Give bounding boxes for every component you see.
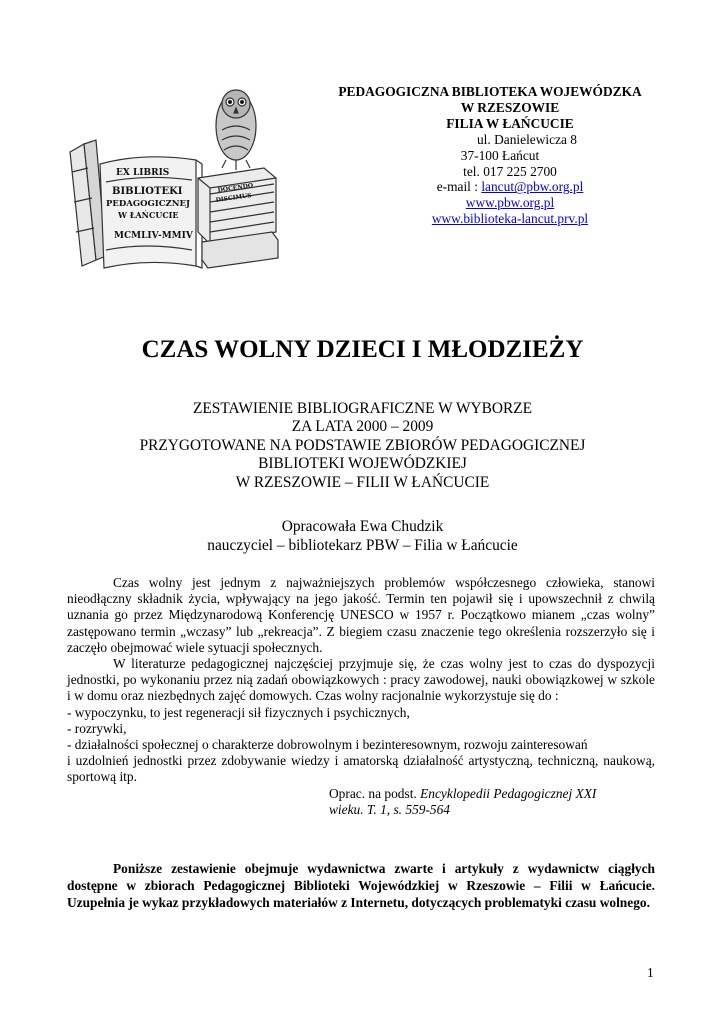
email-link[interactable]: lancut@pbw.org.pl <box>481 179 584 195</box>
author-block <box>0 518 725 555</box>
paragraph-2: W literaturze pedagogicznej najczęściej przyjmuje się, że czas wolny jest to czas do dyspozycji jednostki, po wykonaniu przez nią zadań obowiązkowych : pracy zawodowej, nauki obowiązkowej w szkole i w domu oraz niezbędnych zajęć domowych. Czas wolny racjonalnie wykorzystuje się do : <box>67 656 655 704</box>
website-link-1[interactable]: www.pbw.org.pl <box>465 195 555 211</box>
email-line <box>300 179 680 195</box>
subtitle-line: ZESTAWIENIE BIBLIOGRAFICZNE W WYBORZE <box>192 400 533 417</box>
logo-line3-text: W ŁAŃCUCIE <box>118 210 179 220</box>
institution-branch: FILIA W ŁAŃCUCIE <box>446 115 574 131</box>
citation <box>67 786 655 802</box>
author-role: nauczyciel – bibliotekarz PBW – Filia w Łańcucie <box>207 536 518 554</box>
address-postal: 37-100 Łańcut <box>460 147 540 163</box>
citation-continued <box>67 802 655 818</box>
email-label: e-mail : <box>436 179 482 195</box>
website-line-2 <box>300 211 680 227</box>
subtitle-line: ZA LATA 2000 – 2009 <box>291 418 434 436</box>
list-item: - wypoczynku, to jest regeneracji sił fizycznych i psychicznych, <box>67 704 410 720</box>
address-street: ul. Danielewicza 8 <box>476 131 577 147</box>
citation-title-2: wieku. T. 1, s. 559-564 <box>329 801 451 817</box>
website-link-2[interactable]: www.biblioteka-lancut.prv.pl <box>431 211 589 227</box>
phone-number: tel. 017 225 2700 <box>463 163 557 179</box>
body-text <box>67 575 655 818</box>
subtitle-line: W RZESZOWIE – FILII W ŁAŃCUCIE <box>235 473 490 491</box>
logo-spine1-text: DOCENDO <box>217 182 254 194</box>
logo-line1-text: BIBLIOTEKI <box>112 186 183 197</box>
summary-text: Poniższe zestawienie obejmuje wydawnictwa zwarte i artykuły z wydawnictw ciągłych dostępne w zbiorach Pedagogicznej Biblioteki Wojewódzkiej w Rzeszowie – Filii w Łańcucie. Uzupełnia je wykaz przykładowych materiałów z Internetu, dotyczących problematyki czasu wolnego. <box>67 861 655 911</box>
document-subtitle <box>0 400 725 492</box>
logo-years-text: MCMLIV-MMIV <box>114 231 193 241</box>
author-name: Opracowała Ewa Chudzik <box>281 518 444 535</box>
list-item: - działalności społecznej o charakterze dobrowolnym i bezinteresownym, rozwoju zainteresowań <box>67 737 588 753</box>
website-line-1 <box>300 195 680 211</box>
list-item-continuation: i uzdolnień jednostki przez zdobywanie wiedzy i amatorską działalność artystyczną, techniczną, naukową, sportową itp. <box>67 753 655 785</box>
citation-prefix: Oprac. na podst. <box>329 785 421 801</box>
contact-block <box>300 84 680 227</box>
institution-name: PEDAGOGICZNA BIBLIOTEKA WOJEWÓDZKA <box>338 84 642 99</box>
ex-libris-logo <box>66 82 292 270</box>
logo-spine2-text: DISCIMUS <box>215 192 253 204</box>
document-title: CZAS WOLNY DZIECI I MŁODZIEŻY <box>141 336 584 363</box>
institution-city: W RZESZOWIE <box>460 99 560 115</box>
subtitle-line: PRZYGOTOWANE NA PODSTAWIE ZBIORÓW PEDAGOGICZNEJ <box>139 436 586 454</box>
summary-paragraph <box>67 860 655 912</box>
citation-title-1: Encyklopedii Pedagogicznej XXI <box>420 785 597 801</box>
paragraph-1: Czas wolny jest jednym z najważniejszych problemów współczesnego człowieka, stanowi nieodłączny składnik życia, wpływający na jego jakość. Termin ten pojawił się i upowszechnił z chwilą uznania go przez Międzynarodową Konferencję UNESCO w 1957 r. Początkowo mianem „czas wolny” zastępowano termin „wczasy” lub „rekreacja”. Z biegiem czasu znaczenie tego określenia rozszerzyło się i zaczęło obejmować wiele sytuacji społecznych. <box>67 575 655 655</box>
subtitle-line: BIBLIOTEKI WOJEWÓDZKIEJ <box>258 455 467 473</box>
list-item: - rozrywki, <box>67 720 127 736</box>
logo-ex-libris-text: EX LIBRIS <box>116 168 170 178</box>
page-number: 1 <box>647 965 654 980</box>
logo-line2-text: PEDAGOGICZNEJ <box>106 199 190 209</box>
